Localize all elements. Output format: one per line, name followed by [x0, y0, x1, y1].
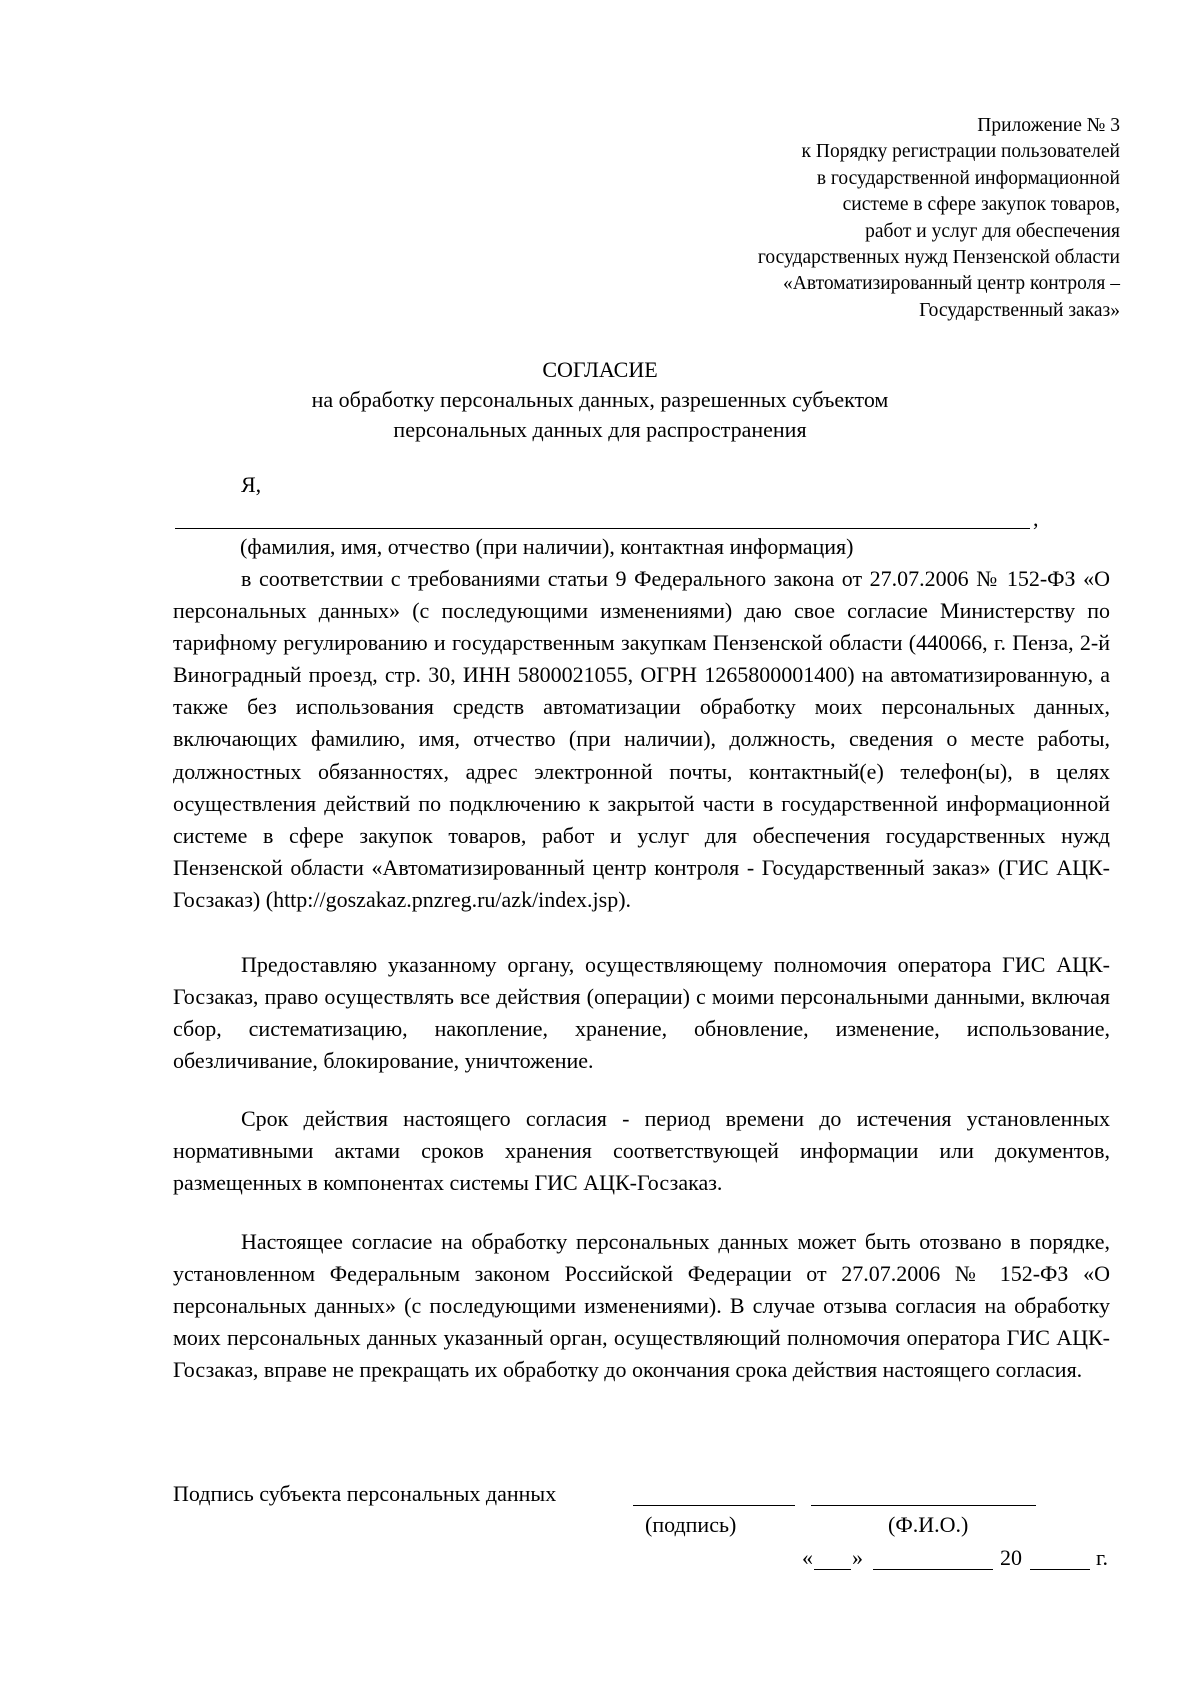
name-caption: (фамилия, имя, отчество (при наличии), контактная информация)	[240, 534, 854, 559]
appendix-line: Государственный заказ»	[919, 299, 1120, 321]
appendix-line: к Порядку регистрации пользователей	[801, 141, 1120, 163]
paragraph-revocation	[173, 1226, 1110, 1386]
date-day-fill-line[interactable]	[814, 1569, 851, 1570]
paragraph-consent-basis	[173, 563, 1110, 916]
name-fill-line[interactable]	[175, 528, 1030, 529]
appendix-line: «Автоматизированный центр контроля –	[783, 273, 1120, 295]
paragraph-validity-period	[173, 1103, 1110, 1199]
document-subtitle-line-2: персональных данных для распространения	[393, 417, 807, 442]
document-title: СОГЛАСИЕ	[542, 357, 658, 382]
signature-label: Подпись субъекта персональных данных	[173, 1481, 557, 1506]
date-month-fill-line[interactable]	[873, 1569, 993, 1570]
appendix-line: в государственной информационной	[816, 167, 1120, 189]
intro-pronoun: Я,	[241, 472, 262, 497]
paragraph-text: Настоящее согласие на обработку персональных данных может быть отозвано в порядке, установленном Федеральным законом Российской Федерации от 27.07.2006 № 152-ФЗ «О персональных данных» (с последующими изменениями). В случае отзыва согласия на обработку моих персональных данных указанный орган, осуществляющий полномочия оператора ГИС АЦК-Госзаказ, вправе не прекращать их обработку до окончания срока действия настоящего согласия.	[173, 1229, 1110, 1383]
date-close-quote: »	[852, 1545, 863, 1570]
appendix-header	[560, 113, 1120, 324]
paragraph-text: в соответствии с требованиями статьи 9 Федерального закона от 27.07.2006 № 152-ФЗ «О персональных данных» (с последующими изменениями) даю свое согласие Министерству по тарифному регулированию и государственным закупкам Пензенской области (440066, г. Пенза, 2-й Виноградный проезд, стр. 30, ИНН 5800021055, ОГРН 1265800001400) на автоматизированную, а также без использования средств автоматизации обработку моих персональных данных, включающих фамилию, имя, отчество (при наличии), должность, сведения о месте работы, должностных обязанностях, адрес электронной почты, контактный(е) телефон(ы), в целях осуществления действий по подключению к закрытой части в государственной информационной системе в сфере закупок товаров, работ и услуг для обеспечения государственных нужд Пензенской области «Автоматизированный центр контроля - Государственный заказ» (ГИС АЦК-Госзаказ) (http://goszakaz.pnzreg.ru/azk/index.jsp).	[173, 566, 1110, 912]
date-year-suffix: г.	[1096, 1545, 1109, 1570]
appendix-line: работ и услуг для обеспечения	[865, 220, 1120, 242]
fio-caption: (Ф.И.О.)	[888, 1512, 969, 1537]
date-year-fill-line[interactable]	[1030, 1569, 1090, 1570]
fio-fill-line[interactable]	[811, 1505, 1036, 1506]
date-year-prefix: 20	[1000, 1545, 1022, 1570]
name-comma: ,	[1033, 506, 1039, 531]
appendix-line: системе в сфере закупок товаров,	[842, 194, 1120, 216]
signature-caption: (подпись)	[645, 1512, 737, 1537]
document-subtitle-line-1: на обработку персональных данных, разрешенных субъектом	[311, 387, 889, 412]
paragraph-permitted-actions	[173, 949, 1110, 1077]
paragraph-text: Предоставляю указанному органу, осуществляющему полномочия оператора ГИС АЦК-Госзаказ, право осуществлять все действия (операции) с моими персональными данными, включая сбор, систематизацию, накопление, хранение, обновление, изменение, использование, обезличивание, блокирование, уничтожение.	[173, 952, 1110, 1074]
signature-fill-line[interactable]	[633, 1505, 795, 1506]
appendix-line: Приложение № 3	[977, 115, 1120, 136]
appendix-line: государственных нужд Пензенской области	[757, 247, 1120, 269]
date-open-quote: «	[802, 1545, 813, 1570]
paragraph-text: Срок действия настоящего согласия - период времени до истечения установленных нормативными актами сроков хранения соответствующей информации или документов, размещенных в компонентах системы ГИС АЦК-Госзаказ.	[173, 1106, 1110, 1196]
